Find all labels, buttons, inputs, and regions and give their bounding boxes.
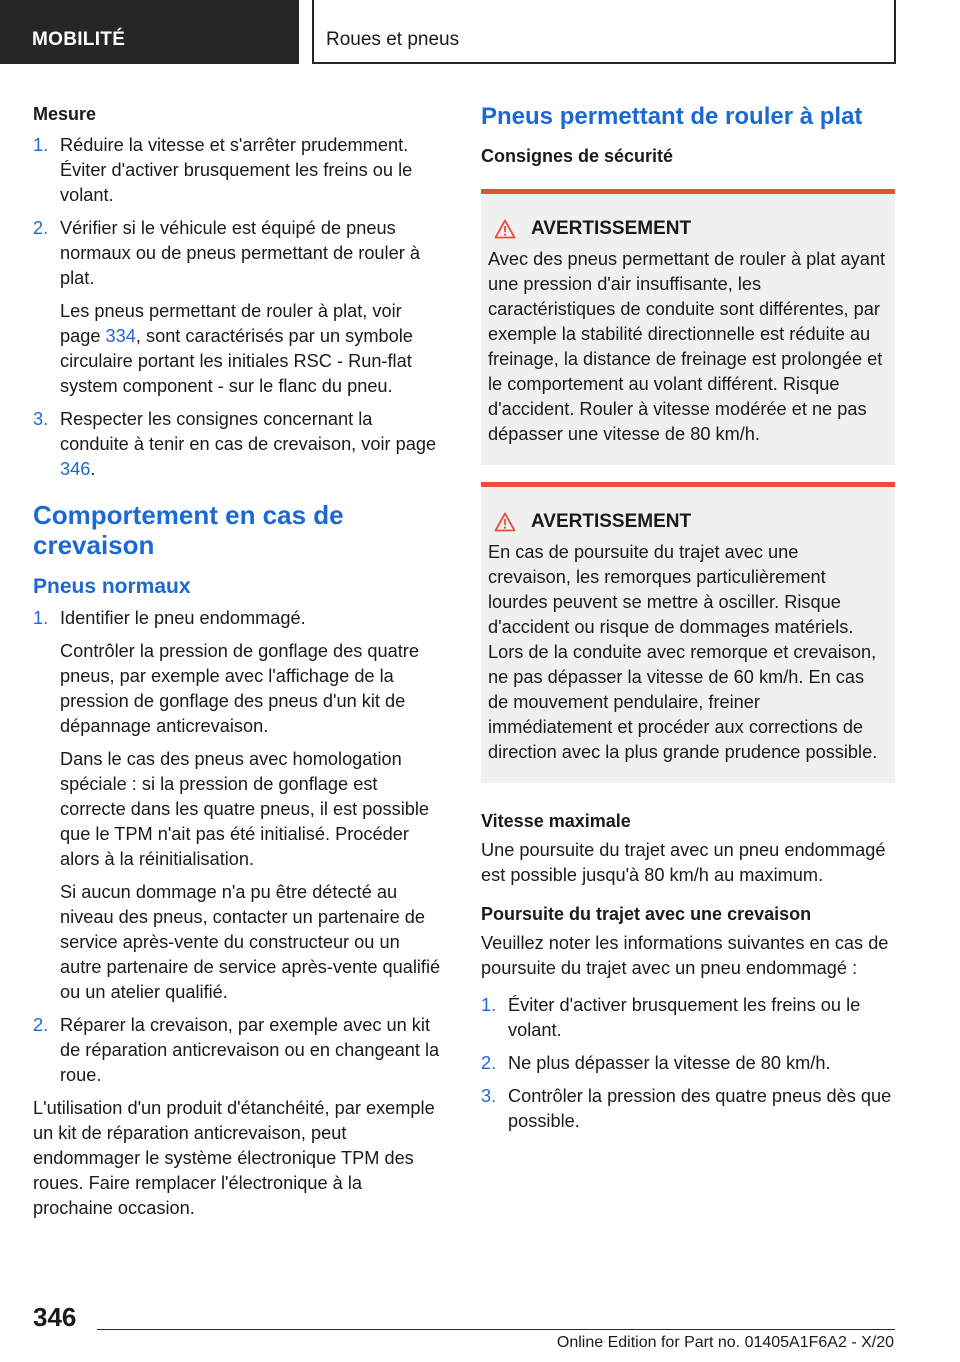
step-text: Réparer la crevaison, par exemple avec un kit de réparation anticrevaison ou en changeant la roue. (60, 1015, 440, 1085)
step-number: 2. (481, 1053, 497, 1073)
safety-heading: Consignes de sécurité (481, 146, 674, 166)
step-detail-text: , sont caractérisés par un symbole circulaire portant les initiales RSC - Run-flat system component - sur le flanc du pneu. (60, 326, 413, 396)
list-item (33, 407, 445, 482)
continue-steps (481, 993, 895, 1134)
section-heading-crevaison: Comportement en cas de crevaison (33, 500, 344, 560)
header-chapter-tab (312, 0, 896, 64)
step-detail (60, 299, 445, 399)
step-number: 3. (481, 1086, 497, 1106)
step-text-part: . (90, 459, 96, 479)
warning-triangle-icon (494, 219, 516, 239)
page-link-334[interactable]: 334 (105, 326, 136, 346)
warning-triangle-icon (494, 512, 516, 532)
subsection-heading-pneus-normaux: Pneus normaux (33, 575, 191, 598)
continue-text: Veuillez noter les informations suivantes en cas de poursuite du trajet avec un pneu endommagé : (481, 933, 889, 978)
step-text: Identifier le pneu endommagé. (60, 608, 306, 628)
closing-paragraph: L'utilisation d'un produit d'étanchéité, par exemple un kit de réparation anticrevaison, peut endommager le système électronique TPM des roues. Faire remplacer l'électronique à la prochaine occasion. (33, 1098, 435, 1218)
footer-edition: Online Edition for Part no. 01405A1F6A2 - X/20 (556, 1334, 894, 1351)
step-detail: Dans le cas des pneus avec homologation spéciale : si la pression de gonflage est correcte dans les quatre pneus, il est possible que le TPM n'ait pas été initialisé. Procéder alors à la réinitialisation. (60, 749, 430, 869)
mesure-heading: Mesure (33, 104, 97, 124)
warning-title (488, 216, 886, 241)
warning-title-text: AVERTISSEMENT (531, 218, 692, 239)
left-column (33, 102, 445, 1229)
step-number: 1. (33, 608, 49, 628)
warning-box (481, 482, 895, 783)
list-item (481, 993, 895, 1043)
page-link-346[interactable]: 346 (60, 459, 91, 479)
page-number: 346 (33, 1302, 77, 1332)
continue-heading: Poursuite du trajet avec une crevaison (481, 904, 812, 924)
step-number: 3. (33, 409, 49, 429)
list-item (481, 1051, 895, 1076)
vmax-text: Une poursuite du trajet avec un pneu endommagé est possible jusqu'à 80 km/h au maximum. (481, 840, 886, 885)
mesure-steps (33, 133, 445, 482)
warning-text: Avec des pneus permettant de rouler à plat ayant une pression d'air insuffisante, les caractéristiques de conduite sont différentes, par exemple la stabilité directionnelle est réduite au freinage, la distance de freinage est prolongée et le comportement au volant différent. Risque d'accident. Rouler à vitesse modérée et ne pas dépasser une vitesse de 80 km/h. (488, 249, 886, 444)
footer-divider (97, 1329, 895, 1330)
list-item (33, 1013, 445, 1088)
header-section-title: MOBILITÉ (32, 29, 126, 50)
step-text: Contrôler la pression des quatre pneus dès que possible. (508, 1086, 892, 1131)
step-detail: Si aucun dommage n'a pu être détecté au niveau des pneus, contacter un partenaire de service après-vente du constructeur ou un autre partenaire de service après-vente qualifié ou un atelier qualifié. (60, 882, 441, 1002)
step-number: 1. (481, 995, 497, 1015)
step-number: 2. (33, 218, 49, 238)
normal-tire-steps (33, 606, 445, 1088)
step-text: Ne plus dépasser la vitesse de 80 km/h. (508, 1053, 831, 1073)
step-detail: Contrôler la pression de gonflage des quatre pneus, par exemple avec l'affichage de la pression de gonflage des pneus d'un kit de dépannage anticrevaison. (60, 641, 419, 736)
step-number: 1. (33, 135, 49, 155)
list-item (481, 1084, 895, 1134)
warning-box (481, 189, 895, 465)
vmax-heading: Vitesse maximale (481, 811, 631, 831)
section-heading-run-flat: Pneus permettant de rouler à plat (481, 103, 863, 130)
step-text: Réduire la vitesse et s'arrêter prudemment. Éviter d'activer brusquement les freins ou le volant. (60, 135, 413, 205)
warning-text: En cas de poursuite du trajet avec une crevaison, les remorques particulièrement lourdes peuvent se mettre à osciller. Risque d'accident ou risque de dommages matériels. Lors de la conduite avec remorque et crevaison, ne pas dépasser la vitesse de 60 km/h. En cas de mouvement pendulaire, freiner immédiatement et procéder aux corrections de direction avec la plus grande prudence possible. (488, 542, 878, 762)
step-text-part: Respecter les consignes concernant la conduite à tenir en cas de crevaison, voir page (60, 409, 437, 454)
step-text (60, 407, 445, 482)
list-item (33, 216, 445, 399)
header-chapter-title: Roues et pneus (326, 29, 460, 50)
step-detail-text: Les pneus permettant de rouler à plat, voir page (60, 301, 402, 346)
header-section-tab (0, 0, 299, 64)
step-text: Éviter d'activer brusquement les freins ou le volant. (508, 995, 861, 1040)
list-item (33, 606, 445, 1005)
step-number: 2. (33, 1015, 49, 1035)
warning-title (488, 509, 886, 534)
list-item (33, 133, 445, 208)
warning-title-text: AVERTISSEMENT (531, 511, 692, 532)
right-column (481, 102, 895, 1142)
step-text: Vérifier si le véhicule est équipé de pneus normaux ou de pneus permettant de rouler à plat. (60, 218, 420, 288)
